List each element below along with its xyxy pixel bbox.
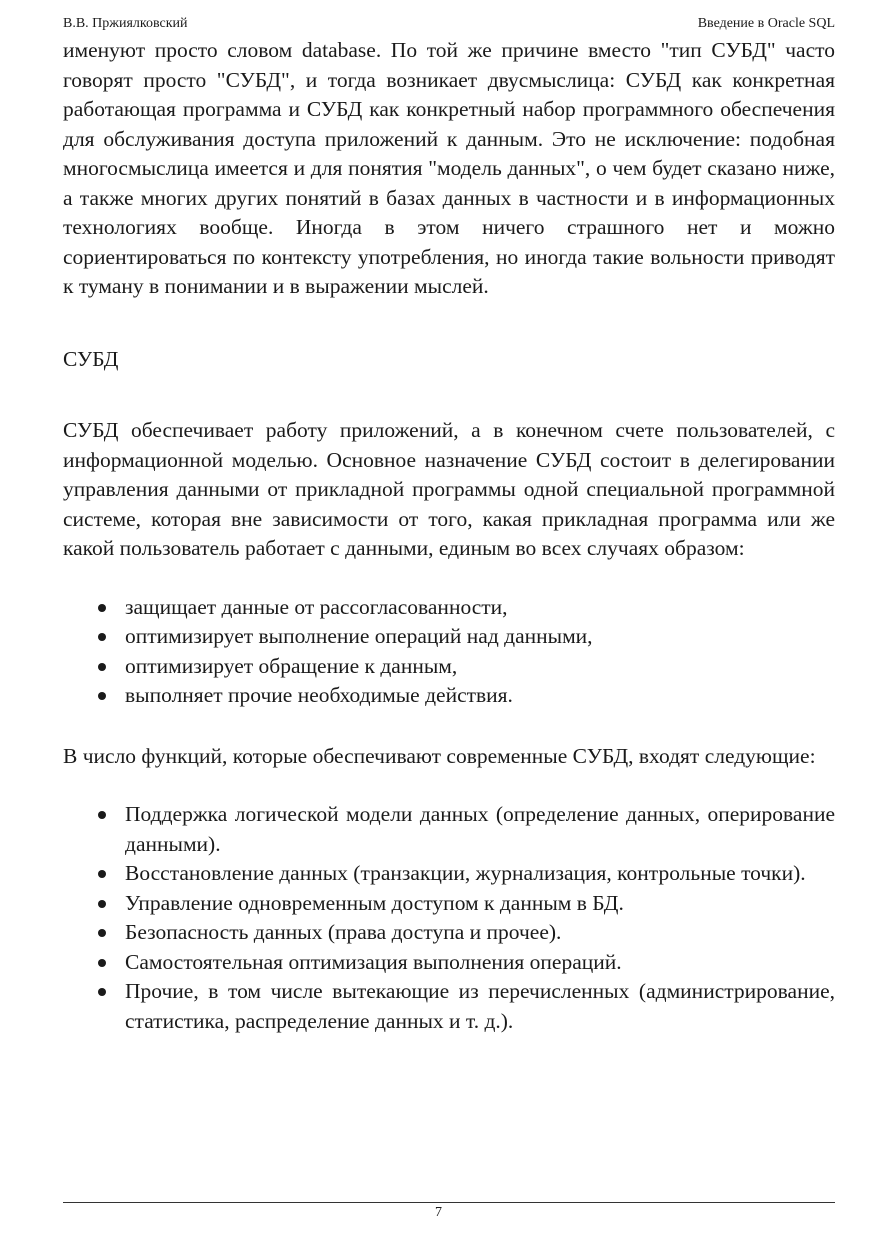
list-item: [63, 593, 835, 623]
list-item-text: Управление одновременным доступом к данным в БД.: [125, 890, 624, 915]
list-item: [63, 622, 835, 652]
paragraph-dbms: СУБД обеспечивает работу приложений, а в конечном счете пользователей, с информационной моделью. Основное назначение СУБД состоит в делегировании управления данными от прикладной программы одной специальной программной системе, которая вне зависимости от того, какая прикладная программа или же какой пользователь работает с данными, единым во всех случаях образом:: [63, 418, 835, 560]
list-dbms-purposes: [63, 593, 835, 711]
list-item-text: Безопасность данных (права доступа и прочее).: [125, 920, 562, 944]
section-heading-dbms: СУБД: [63, 346, 119, 371]
list-item: [63, 800, 835, 859]
bullet-icon: [98, 663, 106, 671]
list-item-text: защищает данные от рассогласованности,: [125, 594, 508, 619]
list-item: [63, 652, 835, 682]
header-book-title: Введение в Oracle SQL: [697, 16, 835, 31]
list-item: [63, 977, 835, 1036]
bullet-icon: [98, 929, 106, 937]
footer-divider: [63, 1202, 835, 1203]
page-header: [63, 16, 835, 36]
bullet-icon: [98, 959, 106, 967]
list-item: [63, 681, 835, 711]
bullet-icon: [98, 870, 106, 878]
list-item: [63, 948, 835, 978]
bullet-icon: [98, 633, 106, 641]
list-item-text: Самостоятельная оптимизация выполнения операций.: [125, 949, 622, 974]
paragraph-intro: именуют просто словом database. По той же причине вместо "тип СУБД" часто говорят просто "СУБД", и тогда возникает двусмыслица: СУБД как конкретная работающая программа и СУБД как конкретный набор программного обеспечения для обслуживания доступа приложений к данным. Это не исключение: подобная многосмыслица имеется и для понятия "модель данных", о чем будет сказано ниже, а также многих других понятий в базах данных в частности и в информационных технологиях вообще. Иногда в этом ничего страшного нет и можно сориентироваться по контексту употребления, но иногда такие вольности приводят к туману в понимании и в выражении мыслей.: [63, 38, 835, 298]
list-item-text: выполняет прочие необходимые действия.: [125, 683, 513, 707]
header-author: В.В. Пржиялковский: [63, 16, 188, 31]
paragraph-functions: В число функций, которые обеспечивают современные СУБД, входят следующие:: [63, 743, 816, 768]
list-item: [63, 889, 835, 919]
list-item: [63, 859, 835, 889]
list-item: [63, 918, 835, 948]
list-item-text: оптимизирует обращение к данным,: [125, 653, 458, 678]
list-item-text: оптимизирует выполнение операций над данными,: [125, 624, 593, 648]
bullet-icon: [98, 900, 106, 908]
list-item-text: Прочие, в том числе вытекающие из перечисленных (администрирование, статистика, распределение данных и т. д.).: [125, 979, 835, 1033]
page-number: 7: [435, 1205, 442, 1220]
list-item-text: Восстановление данных (транзакции, журнализация, контрольные точки).: [125, 861, 806, 885]
bullet-icon: [98, 988, 106, 996]
list-item-text: Поддержка логической модели данных (определение данных, оперирование данными).: [125, 802, 835, 856]
bullet-icon: [98, 692, 106, 700]
page-content: [63, 36, 835, 1036]
list-dbms-functions: [63, 800, 835, 1036]
bullet-icon: [98, 811, 106, 819]
bullet-icon: [98, 604, 106, 612]
